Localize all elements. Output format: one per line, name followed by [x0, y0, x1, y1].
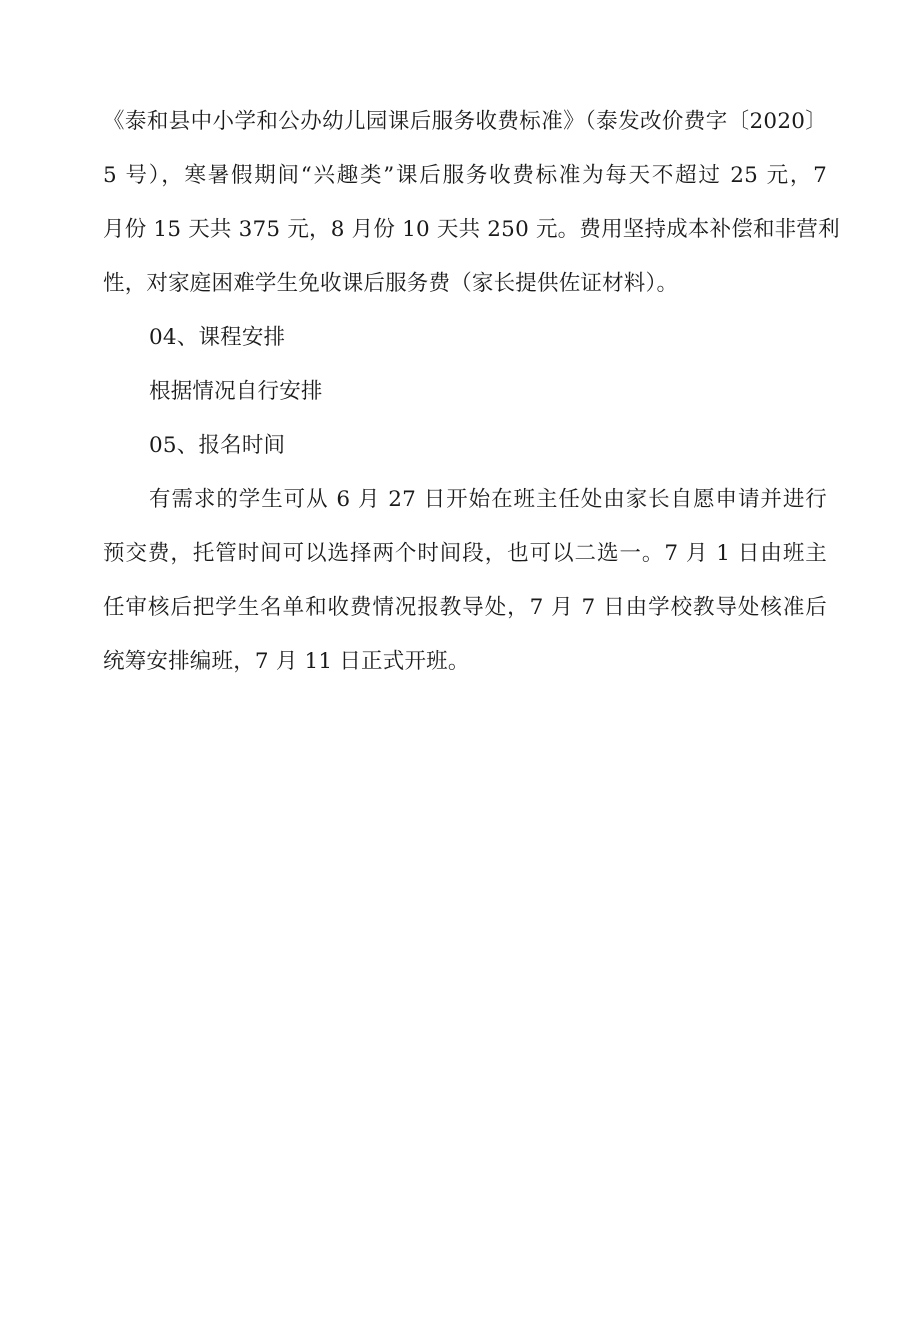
fee-standard-paragraph: [103, 95, 840, 311]
section-heading-curriculum: 04、课程安排: [149, 325, 286, 350]
curriculum-paragraph: 根据情况自行安排: [149, 379, 323, 404]
document-body: [103, 95, 840, 689]
paragraph-line: 《泰和县中小学和公办幼儿园课后服务收费标准》（泰发改价费字〔2020〕: [103, 109, 827, 134]
section-heading-registration: 05、报名时间: [149, 433, 286, 458]
paragraph-line: 月份 15 天共 375 元，8 月份 10 天共 250 元。费用坚持成本补偿和非营利: [103, 217, 840, 242]
paragraph-line: 有需求的学生可从 6 月 27 日开始在班主任处由家长自愿申请并进行: [149, 487, 827, 512]
paragraph-line: 5 号），寒暑假期间“兴趣类”课后服务收费标准为每天不超过 25 元，7: [103, 163, 827, 188]
paragraph-line: 任审核后把学生名单和收费情况报教导处，7 月 7 日由学校教导处核准后: [103, 595, 827, 620]
paragraph-line: 预交费，托管时间可以选择两个时间段，也可以二选一。7 月 1 日由班主: [103, 541, 827, 566]
registration-paragraph: [103, 473, 827, 689]
paragraph-line: 性，对家庭困难学生免收课后服务费（家长提供佐证材料）。: [103, 271, 679, 296]
paragraph-line: 统筹安排编班，7 月 11 日正式开班。: [103, 649, 470, 674]
